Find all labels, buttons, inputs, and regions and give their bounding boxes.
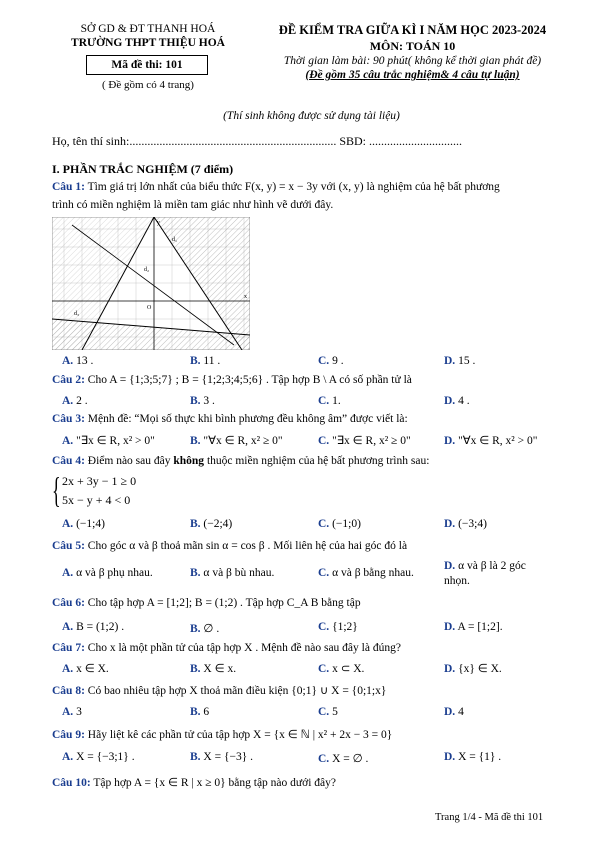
question-label: Câu 5: (52, 540, 85, 552)
question-text: Có bao nhiêu tập hợp X thoả mãn điều kiện {0;1} ∪ X = {0;1;x} (87, 685, 387, 697)
option-a[interactable] (62, 518, 105, 530)
option-c[interactable] (318, 395, 341, 407)
option-b[interactable] (190, 567, 274, 579)
school-name: TRƯỜNG THPT THIỆU HOÁ (71, 37, 225, 49)
option-a[interactable] (62, 621, 124, 633)
question-label: Câu 10: (52, 777, 91, 789)
option-letter: A. (62, 621, 74, 633)
composition: (Đề gồm 35 câu trắc nghiệm& 4 câu tự luận) (305, 69, 520, 81)
option-text: A = [1;2]. (457, 621, 503, 633)
option-letter: D. (444, 706, 456, 718)
option-c[interactable] (318, 355, 344, 367)
option-text: {1;2} (332, 621, 358, 633)
question-8 (52, 683, 386, 697)
option-c[interactable] (318, 567, 414, 579)
question-10 (52, 775, 336, 789)
option-text: 5 (332, 706, 338, 718)
option-letter: D. (444, 435, 456, 447)
option-letter: B. (190, 623, 201, 635)
question-4 (52, 455, 429, 467)
option-b[interactable] (190, 355, 220, 367)
question-text: Hãy liệt kê các phần tử của tập hợp X = {x ∈ ℕ | x² + 2x − 3 = 0} (87, 729, 393, 741)
option-letter: C. (318, 355, 330, 367)
question-6 (52, 597, 361, 609)
option-letter: B. (190, 355, 201, 367)
option-text: 13 . (76, 355, 94, 367)
option-text: x ∈ X. (76, 663, 109, 675)
label-d2: d₂ (144, 267, 150, 273)
option-letter: B. (190, 706, 201, 718)
pages-note: ( Đề gồm có 4 trang) (102, 79, 194, 91)
option-letter: A. (62, 395, 74, 407)
question-label: Câu 2: (52, 374, 85, 386)
option-letter: C. (318, 435, 330, 447)
option-letter: C. (318, 621, 330, 633)
option-d[interactable] (444, 621, 503, 633)
subject: MÔN: TOÁN 10 (369, 39, 456, 53)
option-d[interactable] (444, 661, 502, 675)
option-a[interactable] (62, 395, 88, 407)
option-letter: B. (190, 751, 201, 763)
option-letter: B. (190, 663, 201, 675)
question-1 (52, 181, 500, 193)
exam-code-box: Mã đề thi: 101 (86, 55, 208, 75)
option-text: 6 (203, 706, 210, 718)
option-text: 9 . (332, 355, 344, 367)
option-text: {x} ∈ X. (458, 663, 502, 675)
exam-title: ĐỀ KIỂM TRA GIỮA KÌ I NĂM HỌC 2023-2024 (278, 23, 547, 37)
inequality-1: 2x + 3y − 1 ≥ 0 (62, 474, 137, 488)
option-text: 15 . (458, 355, 476, 367)
option-text: α và β là 2 góc (458, 560, 526, 572)
question-label: Câu 9: (52, 729, 85, 741)
option-d[interactable] (444, 355, 475, 367)
option-c[interactable] (318, 621, 358, 633)
dept-name: SỞ GD & ĐT THANH HOÁ (80, 23, 216, 35)
option-text: B = (1;2) . (76, 621, 125, 633)
option-letter: A. (62, 706, 74, 718)
option-b[interactable] (190, 433, 283, 447)
option-d[interactable] (444, 560, 526, 572)
question-text: trình có miền nghiệm là miền tam giác như hình vẽ dưới đây. (52, 199, 334, 211)
option-text: X ∈ x. (203, 663, 237, 675)
page-footer: Trang 1/4 - Mã đề thi 101 (435, 812, 544, 823)
option-text: X = {−3;1} . (76, 751, 135, 763)
inequality-2: 5x − y + 4 < 0 (62, 493, 131, 507)
option-letter: A. (62, 518, 74, 530)
option-text: (−1;4) (76, 518, 105, 530)
question-7 (52, 642, 401, 654)
option-text: ∅ . (203, 623, 220, 635)
question-5 (52, 540, 407, 552)
option-text: X = {−3} . (203, 751, 253, 763)
option-a[interactable] (62, 433, 155, 447)
question-label: Câu 6: (52, 597, 85, 609)
option-text: 1. (332, 395, 341, 407)
option-b[interactable] (190, 706, 209, 718)
option-text: 11 . (203, 355, 221, 367)
question-label: Câu 1: (52, 181, 85, 193)
x-axis-label: x (244, 294, 247, 300)
option-letter: B. (190, 395, 201, 407)
question-text: thuộc miền nghiệm của hệ bất phương trình sau: (204, 455, 430, 467)
question-text: Cho tập hợp A = [1;2]; B = (1;2) . Tập hợp C_A B bằng tập (87, 597, 361, 609)
option-letter: A. (62, 663, 74, 675)
question-9 (52, 727, 392, 741)
question-text: Tập hợp A = {x ∈ R | x ≥ 0} bằng tập nào dưới đây? (93, 777, 337, 789)
option-letter: C. (318, 395, 330, 407)
question-label: Câu 8: (52, 685, 85, 697)
option-b[interactable] (190, 661, 236, 675)
option-c[interactable] (318, 433, 411, 447)
option-letter: D. (444, 560, 456, 572)
question-text: Cho góc α và β thoả mãn sin α = cos β . Mối liên hệ của hai góc đó là (87, 540, 408, 552)
option-letter: D. (444, 395, 456, 407)
brace: { (52, 470, 61, 510)
y-axis-label: y (157, 220, 160, 226)
option-text: X = {1} . (458, 751, 502, 763)
notice: (Thí sinh không được sử dụng tài liệu) (223, 110, 400, 122)
question-text: Tìm giá trị lớn nhất của biểu thức F(x, y) = x − 3y với (x, y) là nghiệm của hệ bất phương (87, 181, 500, 193)
option-letter: A. (62, 751, 74, 763)
question-label: Câu 4: (52, 455, 85, 467)
question-label: Câu 3: (52, 413, 85, 425)
option-letter: C. (318, 663, 330, 675)
option-text: "∃x ∈ R, x² ≥ 0" (332, 435, 411, 447)
option-text: "∃x ∈ R, x² > 0" (76, 435, 155, 447)
option-c[interactable] (318, 751, 368, 765)
option-a[interactable] (62, 661, 109, 675)
question-text: Cho x là một phần tử của tập hợp X . Mệnh đề nào sau đây là đúng? (87, 642, 401, 654)
option-b[interactable] (190, 621, 219, 635)
option-text: (−3;4) (458, 518, 487, 530)
option-text: 4 . (458, 395, 470, 407)
option-text: X = ∅ . (332, 753, 369, 765)
option-a[interactable] (62, 355, 93, 367)
option-d-continued: nhọn. (444, 575, 470, 587)
option-letter: C. (318, 518, 330, 530)
question-text: Điểm nào sau đây (87, 455, 174, 467)
option-d[interactable] (444, 751, 501, 763)
option-text: α và β phụ nhau. (76, 567, 153, 579)
question-text: Mệnh đề: “Mọi số thực khi bình phương đều không âm” được viết là: (87, 413, 408, 425)
option-text: (−1;0) (332, 518, 361, 530)
option-letter: B. (190, 567, 201, 579)
option-b[interactable] (190, 395, 215, 407)
option-c[interactable] (318, 661, 364, 675)
option-letter: C. (318, 706, 330, 718)
question-emphasis: không (173, 455, 205, 467)
option-letter: A. (62, 355, 74, 367)
option-d[interactable] (444, 518, 487, 530)
time-limit: Thời gian làm bài: 90 phút( không kể thời gian phát đề) (283, 55, 542, 67)
option-letter: C. (318, 753, 330, 765)
option-text: 3 (76, 706, 82, 718)
option-d[interactable] (444, 433, 537, 447)
option-letter: D. (444, 518, 456, 530)
option-letter: D. (444, 355, 456, 367)
option-text: α và β bù nhau. (203, 567, 275, 579)
option-text: "∀x ∈ R, x² > 0" (458, 435, 538, 447)
option-letter: A. (62, 435, 74, 447)
origin-label: O (147, 305, 152, 311)
question-text: Cho A = {1;3;5;7} ; B = {1;2;3;4;5;6} . Tập hợp B \ A có số phần tử là (87, 374, 412, 386)
question-2 (52, 374, 412, 386)
section-title: I. PHẦN TRẮC NGHIỆM (7 điểm) (52, 162, 234, 176)
option-letter: C. (318, 567, 330, 579)
option-b[interactable] (190, 518, 232, 530)
option-letter: B. (190, 435, 201, 447)
option-text: α và β bằng nhau. (332, 567, 414, 579)
option-a[interactable] (62, 706, 82, 718)
option-b[interactable] (190, 751, 253, 763)
option-letter: D. (444, 663, 456, 675)
option-letter: B. (190, 518, 201, 530)
option-letter: D. (444, 621, 456, 633)
question-label: Câu 7: (52, 642, 85, 654)
option-text: "∀x ∈ R, x² ≥ 0" (203, 435, 283, 447)
option-c[interactable] (318, 706, 338, 718)
option-text: 3 . (203, 395, 215, 407)
option-text: 4 (458, 706, 464, 718)
option-a[interactable] (62, 567, 153, 579)
option-c[interactable] (318, 518, 361, 530)
option-d[interactable] (444, 706, 464, 718)
option-d[interactable] (444, 395, 470, 407)
label-d1: d₁ (172, 237, 178, 243)
option-text: x ⊂ X. (332, 663, 365, 675)
student-info-line: Họ, tên thí sinh:..................................................................... SBD: ............................... (52, 134, 463, 148)
option-text: (−2;4) (203, 518, 233, 530)
option-letter: D. (444, 751, 456, 763)
question-3 (52, 413, 408, 425)
option-letter: A. (62, 567, 74, 579)
option-text: 2 . (76, 395, 88, 407)
label-d3: d₃ (74, 311, 80, 317)
option-a[interactable] (62, 751, 135, 763)
feasible-region-graph (52, 217, 250, 350)
question-1-cont (52, 199, 333, 211)
